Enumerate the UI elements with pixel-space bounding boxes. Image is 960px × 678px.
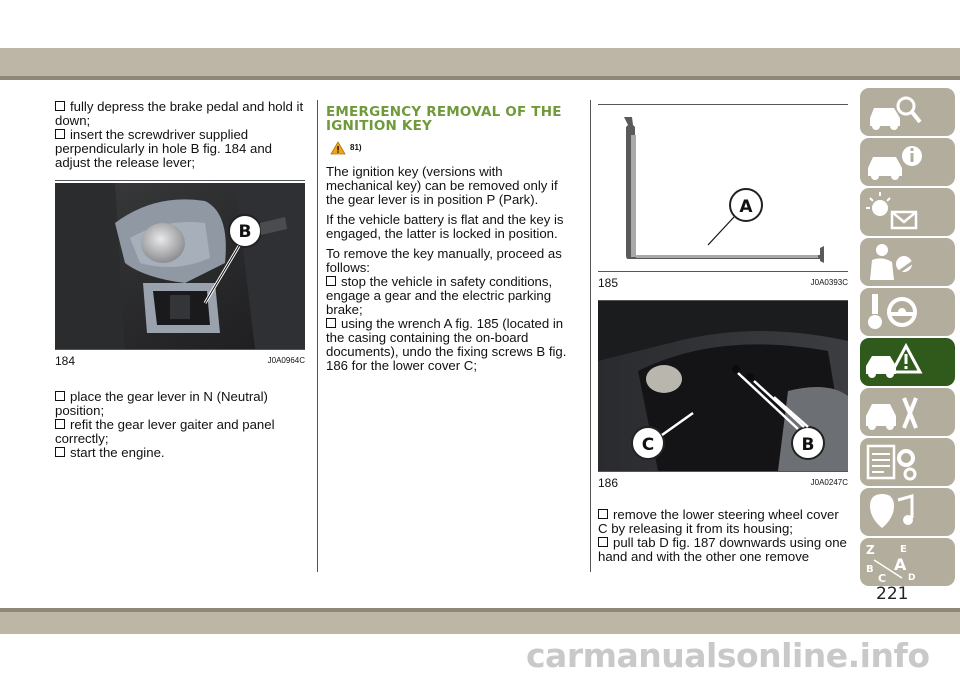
svg-text:E: E <box>900 544 907 555</box>
figure-number: 186 <box>598 476 619 490</box>
section-heading: EMERGENCY REMOVAL OF THE IGNITION KEY <box>326 104 562 134</box>
column-divider <box>590 100 591 572</box>
tab-getting-to-know-instrument[interactable] <box>860 138 955 186</box>
svg-text:Z: Z <box>866 543 875 557</box>
column-3 <box>598 104 848 564</box>
step-item: fully depress the brake pedal and hold it down; <box>55 99 304 128</box>
steering-cover-photo <box>598 301 848 471</box>
figure-185 <box>598 104 848 290</box>
warning-ref-number: 81) <box>350 143 362 152</box>
svg-text:A: A <box>894 555 907 574</box>
warning-triangle-icon <box>330 141 346 155</box>
checkbox-icon <box>55 391 65 401</box>
figure-184 <box>55 180 305 368</box>
step-item: remove the lower steering wheel cover C by releasing it from its housing; <box>598 507 839 536</box>
tab-servicing-and-care[interactable] <box>860 388 955 436</box>
tab-starting-and-driving[interactable] <box>860 288 955 336</box>
tab-safety[interactable] <box>860 238 955 286</box>
figure-callout-a: A <box>739 197 753 217</box>
figure-number: 184 <box>55 354 76 368</box>
page-number: 221 <box>876 584 909 604</box>
tab-index[interactable] <box>860 538 955 586</box>
checkbox-icon <box>55 447 65 457</box>
column-1 <box>55 100 305 460</box>
tab-in-an-emergency[interactable] <box>860 338 955 386</box>
step-item: start the engine. <box>55 446 305 460</box>
figure-code: J0A0393C <box>810 278 848 287</box>
tab-technical-data[interactable] <box>860 438 955 486</box>
gear-lever-photo <box>55 183 305 349</box>
figure-bottom-rule <box>598 271 848 272</box>
step-item: refit the gear lever gaiter and panel correctly; <box>55 417 275 446</box>
checkbox-icon <box>598 537 608 547</box>
tab-warning-lights[interactable] <box>860 188 955 236</box>
figure-top-rule <box>55 180 305 181</box>
step-item: using the wrench A fig. 185 (located in the casing containing the on-board documents), undo the fixing screws B fig. 186 for the lower cover C; <box>326 316 567 373</box>
warning-reference <box>330 141 571 155</box>
checkbox-icon <box>55 129 65 139</box>
figure-caption <box>55 354 305 368</box>
figure-bottom-rule <box>598 471 848 472</box>
watermark: carmanualsonline.info <box>526 636 930 675</box>
figure-code: J0A0247C <box>810 478 848 487</box>
svg-text:D: D <box>908 573 916 583</box>
tab-multimedia[interactable] <box>860 488 955 536</box>
figure-number: 185 <box>598 276 619 290</box>
page-top-margin <box>0 0 960 50</box>
step-item: place the gear lever in N (Neutral) position; <box>55 389 268 418</box>
step-item: pull tab D fig. 187 downwards using one hand and with the other one remove <box>598 535 847 564</box>
footer-band <box>0 612 960 634</box>
paragraph: The ignition key (versions with mechanical key) can be removed only if the gear lever is in position P (Park). <box>326 164 558 207</box>
figure-callout-b: B <box>801 435 815 455</box>
svg-text:B: B <box>866 564 874 575</box>
paragraph: If the vehicle battery is flat and the key is engaged, the latter is locked in position. <box>326 212 564 241</box>
header-band <box>0 48 960 76</box>
step-item: stop the vehicle in safety conditions, engage a gear and the electric parking brake; <box>326 274 553 317</box>
column-2 <box>326 100 571 373</box>
checkbox-icon <box>326 276 336 286</box>
step-item: insert the screwdriver supplied perpendicularly in hole B fig. 184 and adjust the release lever; <box>55 127 273 170</box>
figure-bottom-rule <box>55 349 305 350</box>
figure-caption <box>598 276 848 290</box>
checkbox-icon <box>55 101 65 111</box>
checkbox-icon <box>598 509 608 519</box>
figure-caption <box>598 476 848 490</box>
figure-code: J0A0964C <box>267 356 305 365</box>
svg-text:C: C <box>878 572 887 585</box>
tab-getting-to-know-car[interactable] <box>860 88 955 136</box>
figure-callout-c: C <box>641 435 655 455</box>
figure-186 <box>598 300 848 490</box>
paragraph: To remove the key manually, proceed as follows: <box>326 246 562 275</box>
figure-callout-b: B <box>238 222 252 242</box>
checkbox-icon <box>326 318 336 328</box>
column-divider <box>317 100 318 572</box>
header-rule <box>0 76 960 80</box>
checkbox-icon <box>55 419 65 429</box>
wrench-diagram <box>598 105 848 271</box>
